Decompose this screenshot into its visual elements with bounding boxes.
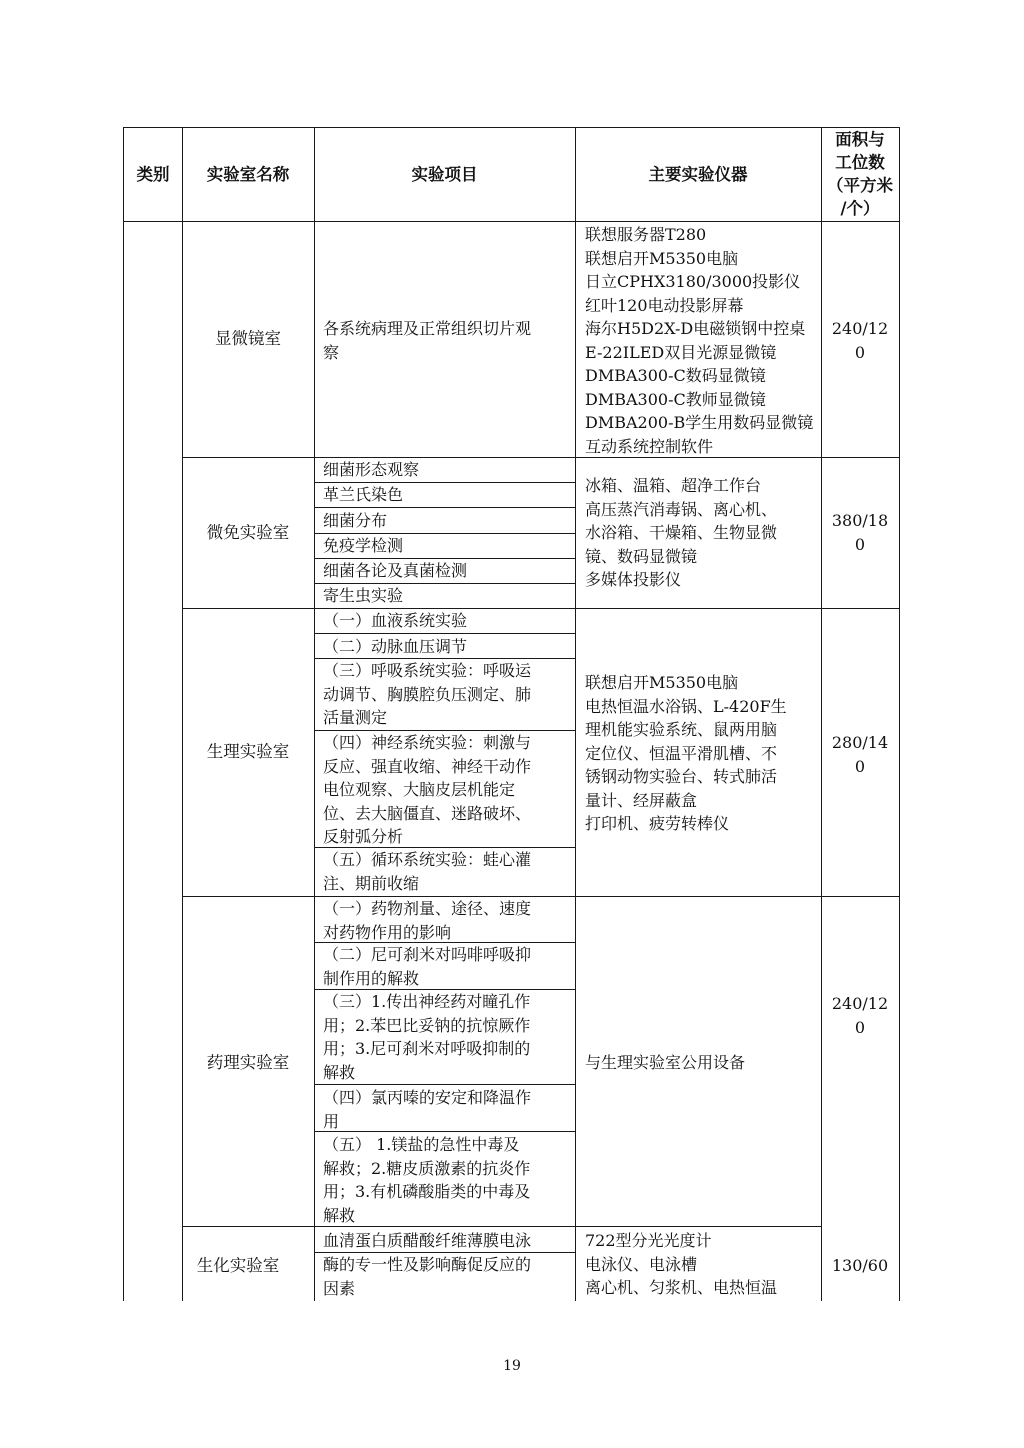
project-line: （四）氯丙嗪的安定和降温作 — [323, 1088, 532, 1107]
project-cell: 免疫学检测 — [323, 536, 404, 555]
project-line: （五） 1.镁盐的急性中毒及 — [323, 1135, 520, 1154]
lab-name-microscope: 显微镜室 — [215, 329, 281, 348]
instrument-line: 镜、数码显微镜 — [585, 546, 698, 566]
project-cell — [323, 1086, 531, 1133]
table-right-border — [899, 127, 900, 1301]
project-line: 活量测定 — [323, 708, 388, 727]
table-column-rule — [314, 127, 315, 1301]
area-line: 130/60 — [831, 1256, 889, 1275]
area-cell — [821, 992, 899, 1039]
project-cell: 寄生虫实验 — [323, 586, 404, 605]
instrument-list — [585, 223, 813, 458]
project-line: （三）呼吸系统实验：呼吸运 — [323, 661, 532, 680]
instrument-list — [585, 474, 777, 592]
project-cell — [323, 943, 531, 990]
instrument-line: 高压蒸汽消毒锅、离心机、 — [585, 499, 778, 519]
project-line: 酶的专一性及影响酶促反应的 — [323, 1255, 532, 1274]
project-line: （一）药物剂量、途径、速度 — [323, 899, 532, 918]
project-cell: 细菌各论及真菌检测 — [323, 561, 468, 580]
project-line: 解救 — [323, 1062, 356, 1082]
table-left-border — [123, 127, 124, 1301]
instrument-line: 水浴箱、干燥箱、生物显微 — [585, 523, 778, 542]
project-line: 解救 — [323, 1205, 356, 1225]
area-cell — [821, 731, 899, 778]
project-line: 对药物作用的影响 — [323, 922, 452, 942]
project-line: 因素 — [323, 1278, 356, 1298]
project-cell — [323, 659, 531, 730]
lab-name-microbiology: 微免实验室 — [206, 523, 290, 542]
instrument-line: 联想启开M5350电脑 — [585, 248, 739, 268]
project-line: （五）循环系统实验：蛙心灌 — [323, 850, 532, 869]
instrument-line: 打印机、疲劳转棒仪 — [585, 814, 730, 833]
instrument-line: 海尔H5D2X-D电磁锁钢中控桌 — [585, 319, 806, 338]
instrument-line: 日立CPHX3180/3000投影仪 — [585, 272, 801, 291]
lab-name-biochemistry: 生化实验室 — [196, 1256, 280, 1275]
instrument-line: 量计、经屏蔽盒 — [585, 790, 698, 810]
header-area-line: 工位数 — [835, 153, 885, 172]
area-cell — [821, 1254, 899, 1278]
instrument-line: DMBA300-C教师显微镜 — [585, 389, 766, 409]
table-top-border — [123, 127, 900, 128]
project-line: （三）1.传出神经药对瞳孔作 — [323, 992, 531, 1011]
table-column-rule — [575, 127, 576, 1301]
instrument-line: 与生理实验室公用设备 — [585, 1053, 746, 1072]
project-cell — [323, 1133, 530, 1227]
project-line: （二）尼可刹米对吗啡呼吸抑 — [323, 945, 532, 964]
project-cell: 血清蛋白质醋酸纤维薄膜电泳 — [323, 1231, 532, 1250]
project-cell — [323, 1253, 531, 1300]
instrument-line: 理机能实验系统、鼠两用脑 — [585, 720, 778, 739]
project-cell — [323, 731, 531, 849]
project-line: 用 — [323, 1111, 340, 1131]
project-line: 反射弧分析 — [323, 827, 404, 846]
instrument-line: 定位仪、恒温平滑肌槽、不 — [585, 743, 778, 763]
instrument-line: 722型分光光度计 — [585, 1231, 712, 1250]
instrument-list — [585, 671, 787, 836]
project-cell: （一）血液系统实验 — [323, 611, 468, 630]
project-line: （四）神经系统实验：刺激与 — [323, 733, 532, 752]
project-line: 制作用的解救 — [323, 968, 420, 988]
project-cell — [323, 848, 531, 895]
instrument-line: 红叶120电动投影屏幕 — [585, 295, 744, 315]
header-lab-name: 实验室名称 — [206, 165, 290, 184]
table-header-rule — [123, 221, 900, 222]
table-column-rule — [821, 127, 822, 1301]
instrument-line: 冰箱、温箱、超净工作台 — [585, 476, 762, 495]
project-line: 察 — [323, 342, 340, 362]
project-sub-rule — [314, 1084, 575, 1085]
project-cell — [323, 317, 531, 364]
project-cell: 细菌分布 — [323, 511, 388, 530]
project-line: 解救；2.糖皮质激素的抗炎作 — [323, 1158, 531, 1178]
project-line: 各系统病理及正常组织切片观 — [323, 319, 532, 338]
area-line: 0 — [854, 1017, 866, 1037]
instrument-line: 联想启开M5350电脑 — [585, 673, 739, 692]
instrument-line: DMBA200-B学生用数码显微镜 — [585, 413, 814, 432]
project-sub-rule — [314, 507, 575, 508]
project-line: 动调节、胸膜腔负压测定、肺 — [323, 684, 532, 704]
instrument-list — [585, 1051, 745, 1075]
project-line: 用；2.苯巴比妥钠的抗惊厥作 — [323, 1015, 531, 1035]
project-line: 用；3.有机磷酸脂类的中毒及 — [323, 1182, 531, 1201]
header-area-line: （平方米 — [827, 176, 893, 195]
instrument-line: DMBA300-C数码显微镜 — [585, 366, 766, 385]
project-cell — [323, 897, 531, 944]
project-sub-rule — [314, 633, 575, 634]
table-row-rule — [182, 608, 900, 609]
project-cell — [323, 990, 530, 1084]
lab-name-physiology: 生理实验室 — [206, 742, 290, 761]
instrument-line: 互动系统控制软件 — [585, 436, 714, 456]
area-line: 380/18 — [831, 511, 889, 530]
header-area-line: /个） — [840, 199, 880, 218]
instrument-line: 多媒体投影仪 — [585, 570, 682, 589]
project-line: 电位观察、大脑皮层机能定 — [323, 780, 516, 799]
area-line: 0 — [854, 342, 866, 362]
header-area — [821, 128, 899, 220]
area-line: 280/14 — [831, 733, 889, 752]
instrument-list — [585, 1229, 777, 1300]
area-cell — [821, 317, 899, 364]
project-cell: （二）动脉血压调节 — [323, 637, 468, 656]
instrument-line: 锈钢动物实验台、转式肺活 — [585, 767, 778, 786]
lab-name-pharmacology: 药理实验室 — [206, 1053, 290, 1072]
instrument-line: 电热恒温水浴锅、L-420F生 — [585, 696, 787, 716]
area-line: 0 — [854, 534, 866, 554]
table-column-rule — [182, 127, 183, 1301]
table-row-rule — [182, 896, 900, 897]
area-line: 0 — [854, 756, 866, 776]
header-area-line: 面积与 — [835, 130, 885, 149]
project-line: 反应、强直收缩、神经干动作 — [323, 756, 532, 776]
project-line: 位、去大脑僵直、迷路破坏、 — [323, 803, 532, 823]
project-cell: 革兰氏染色 — [323, 485, 404, 504]
instrument-line: 离心机、匀浆机、电热恒温 — [585, 1278, 778, 1297]
header-project: 实验项目 — [411, 165, 478, 184]
project-line: 注、期前收缩 — [323, 873, 420, 893]
header-instruments: 主要实验仪器 — [648, 165, 748, 184]
project-cell: 细菌形态观察 — [323, 460, 420, 479]
instrument-line: 电泳仪、电泳槽 — [585, 1254, 698, 1274]
project-line: 用；3.尼可刹米对呼吸抑制的 — [323, 1039, 531, 1058]
area-cell — [821, 509, 899, 556]
area-line: 240/12 — [831, 994, 889, 1013]
header-category: 类别 — [136, 165, 170, 184]
instrument-line: 联想服务器T280 — [585, 225, 707, 244]
area-line: 240/12 — [831, 319, 889, 338]
instrument-line: E-22ILED双目光源显微镜 — [585, 342, 777, 362]
page-number: 19 — [503, 1358, 521, 1374]
